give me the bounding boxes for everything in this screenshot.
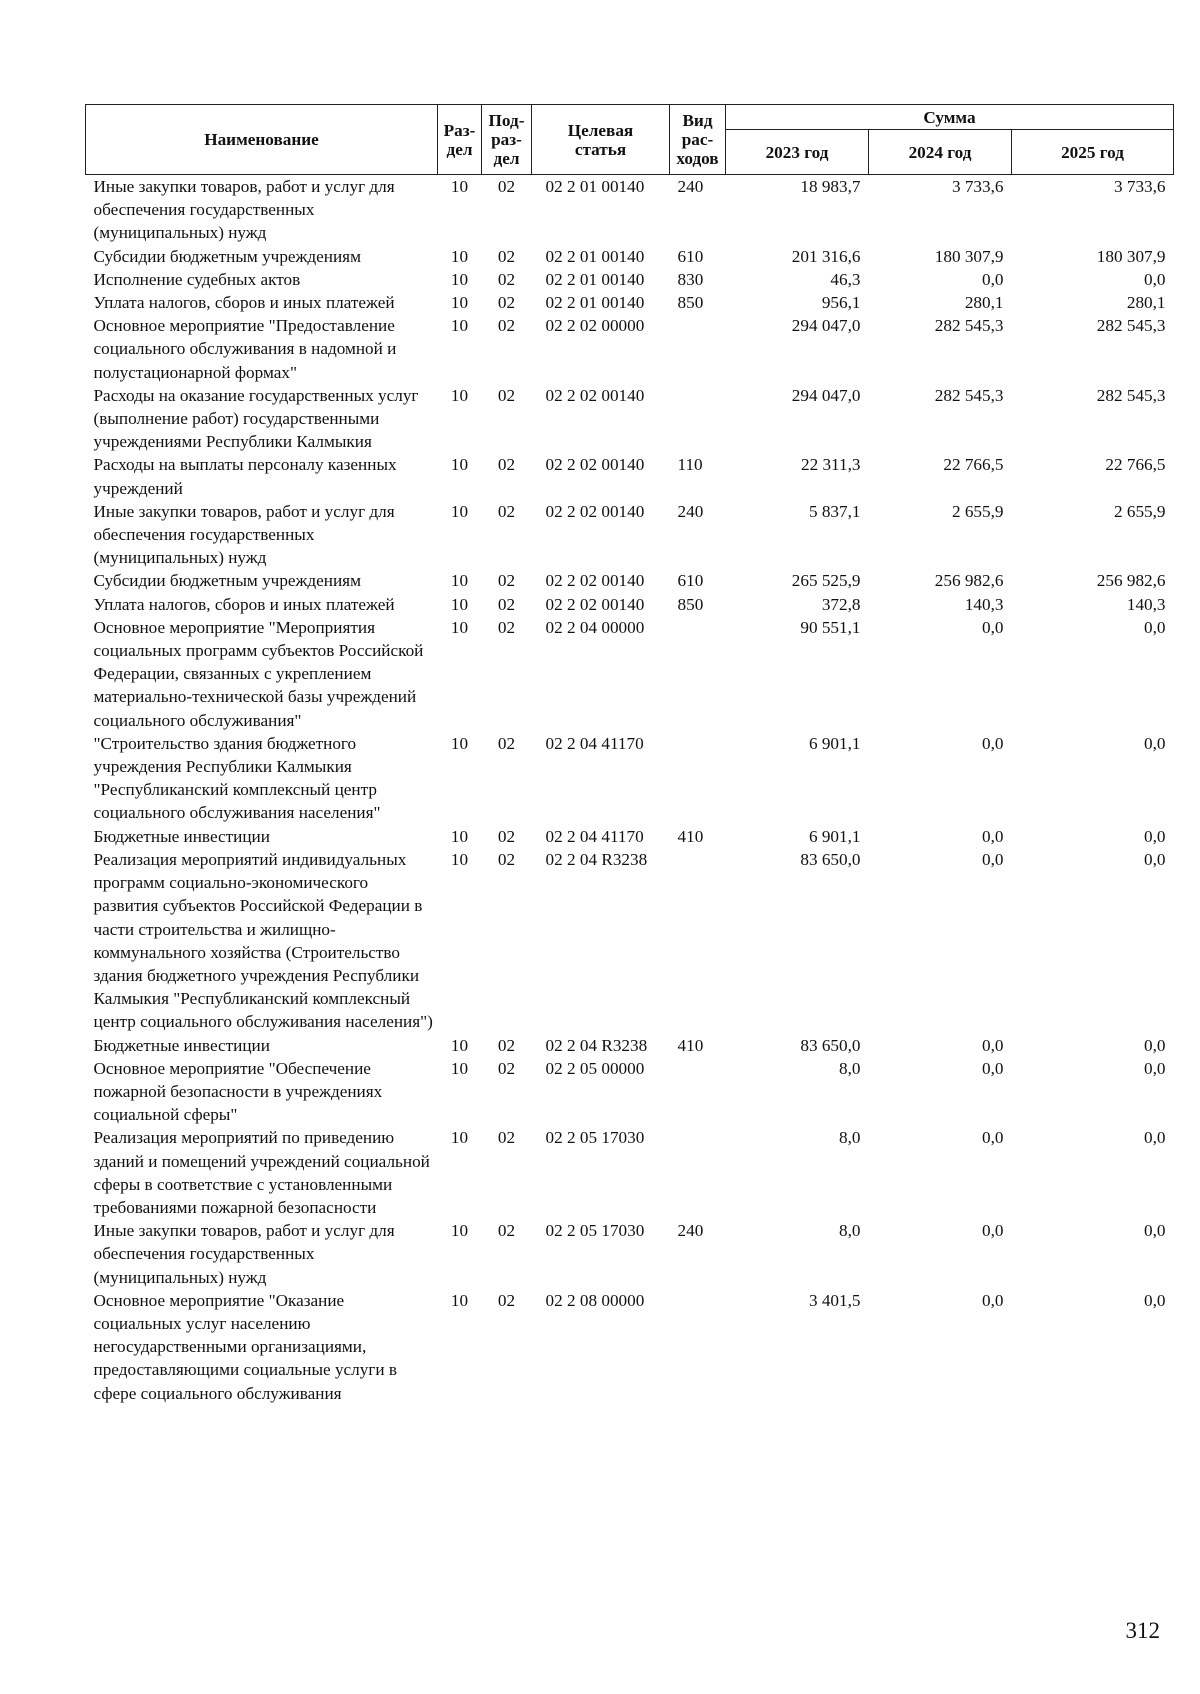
row-vid-rashodov [670,616,726,732]
row-vid-rashodov: 110 [677,455,703,475]
row-razdel: 10 [450,594,469,614]
row-sum-2023: 18 983,7 [800,177,861,196]
row-sum-2025: 0,0 [1144,1035,1166,1055]
row-podrazdel: 02 [497,1058,516,1078]
row-sum-2024: 140,3 [964,594,1004,614]
row-podrazdel: 02 [497,293,516,313]
row-podrazdel: 02 [497,826,516,846]
row-sum-2025: 2 655,9 [1113,501,1166,521]
row-sum-2023: 8,0 [839,1128,861,1148]
row-celevaya-statya: 02 2 01 00140 [545,246,645,266]
row-razdel: 10 [450,1221,469,1241]
table-row [86,569,1174,592]
row-podrazdel: 02 [497,594,516,614]
header-year-2024: 2024 год [869,130,1012,175]
table-row [86,500,1174,570]
header-vid: Вид рас- ходов [670,105,726,175]
row-sum-2024: 256 982,6 [934,571,1004,591]
table-body [86,175,1174,1405]
table-header [86,105,1174,175]
row-vid-rashodov [670,848,726,1034]
row-podrazdel: 02 [497,246,516,266]
row-razdel: 10 [450,571,469,591]
row-vid-rashodov [670,1126,726,1219]
row-name: Уплата налогов, сборов и иных платежей [93,594,395,614]
header-year-2023: 2023 год [726,130,869,175]
row-celevaya-statya: 02 2 05 00000 [545,1058,645,1078]
row-sum-2024: 0,0 [982,1128,1004,1148]
row-name: "Строительство здания бюджетного учреждения Республики Калмыкия "Республиканский комплексный центр социального обслуживания населения" [93,733,381,823]
row-podrazdel: 02 [497,849,516,869]
row-sum-2025: 282 545,3 [1096,385,1166,405]
row-sum-2024: 280,1 [964,293,1004,313]
row-sum-2025: 3 733,6 [1113,177,1166,196]
row-sum-2024: 282 545,3 [934,385,1004,405]
row-celevaya-statya: 02 2 05 17030 [545,1221,645,1241]
row-sum-2025: 256 982,6 [1096,571,1166,591]
row-name: Бюджетные инвестиции [93,1035,270,1055]
table-row [86,1126,1174,1219]
row-razdel: 10 [450,1128,469,1148]
row-podrazdel: 02 [497,733,516,753]
row-sum-2024: 3 733,6 [951,177,1004,196]
row-sum-2023: 8,0 [839,1221,861,1241]
row-name: Субсидии бюджетным учреждениям [93,246,361,266]
row-sum-2025: 0,0 [1144,1221,1166,1241]
row-vid-rashodov: 240 [677,177,704,196]
table-row [86,1219,1174,1289]
row-name: Основное мероприятие "Оказание социальных услуг населению негосударственными организациями, предоставляющими социальные услуги в сфере социального обслуживания [93,1290,397,1403]
row-sum-2025: 0,0 [1144,733,1166,753]
row-name: Исполнение судебных актов [93,269,301,289]
row-sum-2024: 0,0 [982,617,1004,637]
row-podrazdel: 02 [497,617,516,637]
table-row [86,1289,1174,1405]
row-sum-2024: 0,0 [982,1058,1004,1078]
row-name: Реализация мероприятий по приведению зданий и помещений учреждений социальной сферы в соответствие с установленными требованиями пожарной безопасности [93,1128,430,1217]
row-sum-2024: 0,0 [982,849,1004,869]
row-sum-2025: 0,0 [1144,849,1166,869]
row-razdel: 10 [450,246,469,266]
row-podrazdel: 02 [497,385,516,405]
row-name: Иные закупки товаров, работ и услуг для обеспечения государственных (муниципальных) нужд [93,177,395,243]
table-row [86,616,1174,732]
table-row [86,825,1174,848]
table-row [86,453,1174,499]
row-name: Основное мероприятие "Мероприятия социальных программ субъектов Российской Федерации, связанных с укреплением материально-технической базы учреждений социального обслуживания" [93,617,424,730]
row-name: Расходы на оказание государственных услуг (выполнение работ) государственными учреждениями Республики Калмыкия [93,385,419,452]
row-sum-2024: 0,0 [982,733,1004,753]
row-celevaya-statya: 02 2 01 00140 [545,177,645,196]
row-name: Бюджетные инвестиции [93,826,270,846]
row-razdel: 10 [450,617,469,637]
row-vid-rashodov: 610 [677,571,704,591]
row-vid-rashodov: 850 [677,594,704,614]
table-row [86,268,1174,291]
table-row [86,291,1174,314]
row-vid-rashodov: 410 [677,826,704,846]
row-sum-2024: 22 766,5 [943,455,1004,475]
row-name: Реализация мероприятий индивидуальных программ социально-экономического развития субъектов Российской Федерации в части строительства и жилищно-коммунального хозяйства (Строительство здания бюджетного учреждения Республики Калмыкия "Республиканский комплексный центр социального обслуживания населения") [93,849,433,1032]
row-sum-2024: 180 307,9 [934,246,1004,266]
table-row [86,175,1174,245]
table-row [86,245,1174,268]
row-sum-2023: 265 525,9 [791,571,861,591]
row-celevaya-statya: 02 2 04 R3238 [545,1035,648,1055]
row-podrazdel: 02 [497,269,516,289]
row-razdel: 10 [450,177,469,196]
row-razdel: 10 [450,293,469,313]
row-vid-rashodov: 830 [677,269,704,289]
row-vid-rashodov [670,732,726,825]
row-vid-rashodov: 850 [677,293,704,313]
row-name: Иные закупки товаров, работ и услуг для обеспечения государственных (муниципальных) нужд [93,1221,395,1287]
row-sum-2023: 8,0 [839,1058,861,1078]
row-podrazdel: 02 [497,1035,516,1055]
row-podrazdel: 02 [497,455,516,475]
row-name: Субсидии бюджетным учреждениям [93,571,361,591]
row-celevaya-statya: 02 2 04 00000 [545,617,645,637]
header-summa: Сумма [726,105,1174,130]
row-razdel: 10 [450,849,469,869]
row-sum-2023: 22 311,3 [800,455,861,475]
row-sum-2025: 0,0 [1144,826,1166,846]
row-vid-rashodov [670,1289,726,1405]
row-razdel: 10 [450,733,469,753]
row-razdel: 10 [450,385,469,405]
row-celevaya-statya: 02 2 02 00000 [545,316,645,336]
header-podrazdel: Под- раз- дел [482,105,532,175]
row-sum-2023: 90 551,1 [800,617,861,637]
table-row [86,732,1174,825]
row-celevaya-statya: 02 2 04 R3238 [545,849,648,869]
row-razdel: 10 [450,455,469,475]
row-sum-2025: 0,0 [1144,1290,1166,1310]
row-podrazdel: 02 [497,177,516,196]
table-row [86,384,1174,454]
row-razdel: 10 [450,1058,469,1078]
row-celevaya-statya: 02 2 02 00140 [545,594,645,614]
row-vid-rashodov [670,384,726,454]
row-name: Иные закупки товаров, работ и услуг для обеспечения государственных (муниципальных) нужд [93,501,395,568]
row-razdel: 10 [450,316,469,336]
header-name: Наименование [86,105,438,175]
row-razdel: 10 [450,501,469,521]
row-celevaya-statya: 02 2 02 00140 [545,501,645,521]
row-sum-2023: 6 901,1 [808,733,861,753]
row-celevaya-statya: 02 2 01 00140 [545,293,645,313]
row-sum-2023: 3 401,5 [808,1290,861,1310]
row-celevaya-statya: 02 2 02 00140 [545,571,645,591]
row-vid-rashodov [670,1057,726,1127]
row-sum-2023: 294 047,0 [791,385,861,405]
row-sum-2025: 0,0 [1144,269,1166,289]
row-sum-2025: 0,0 [1144,1128,1166,1148]
table-row [86,848,1174,1034]
row-celevaya-statya: 02 2 01 00140 [545,269,645,289]
row-sum-2025: 180 307,9 [1096,246,1166,266]
row-sum-2025: 22 766,5 [1105,455,1166,475]
row-sum-2024: 0,0 [982,826,1004,846]
table-row [86,593,1174,616]
row-sum-2024: 2 655,9 [951,501,1004,521]
row-sum-2023: 956,1 [821,293,861,313]
row-sum-2024: 282 545,3 [934,316,1004,336]
row-podrazdel: 02 [497,1128,516,1148]
row-sum-2025: 0,0 [1144,617,1166,637]
row-podrazdel: 02 [497,1290,516,1310]
row-podrazdel: 02 [497,501,516,521]
row-sum-2025: 0,0 [1144,1058,1166,1078]
row-celevaya-statya: 02 2 02 00140 [545,455,645,475]
row-razdel: 10 [450,826,469,846]
row-sum-2023: 372,8 [821,594,861,614]
table-row [86,1034,1174,1057]
row-name: Основное мероприятие "Предоставление социального обслуживания в надомной и полустационарной формах" [93,316,397,382]
page-number: 312 [1125,1618,1160,1643]
row-name: Уплата налогов, сборов и иных платежей [93,293,395,313]
row-vid-rashodov: 240 [677,1221,704,1241]
row-podrazdel: 02 [497,571,516,591]
row-sum-2024: 0,0 [982,1035,1004,1055]
row-sum-2023: 83 650,0 [800,1035,861,1055]
row-celevaya-statya: 02 2 05 17030 [545,1128,645,1148]
row-celevaya-statya: 02 2 04 41170 [545,826,644,846]
row-razdel: 10 [450,1290,469,1310]
row-vid-rashodov [670,314,726,384]
row-celevaya-statya: 02 2 02 00140 [545,385,645,405]
row-name: Основное мероприятие "Обеспечение пожарной безопасности в учреждениях социальной сферы" [93,1058,383,1125]
row-sum-2023: 83 650,0 [800,849,861,869]
row-vid-rashodov: 240 [677,501,704,521]
row-sum-2023: 201 316,6 [791,246,861,266]
row-sum-2023: 294 047,0 [791,316,861,336]
table-row [86,1057,1174,1127]
row-celevaya-statya: 02 2 04 41170 [545,733,644,753]
row-sum-2023: 6 901,1 [808,826,861,846]
row-celevaya-statya: 02 2 08 00000 [545,1290,645,1310]
row-sum-2025: 140,3 [1126,594,1166,614]
row-sum-2025: 282 545,3 [1096,316,1166,336]
row-name: Расходы на выплаты персоналу казенных учреждений [93,455,397,498]
budget-table [85,104,1174,1405]
header-celevaya: Целевая статья [532,105,670,175]
row-sum-2024: 0,0 [982,1221,1004,1241]
row-razdel: 10 [450,269,469,289]
table-row [86,314,1174,384]
row-sum-2025: 280,1 [1126,293,1166,313]
row-sum-2024: 0,0 [982,1290,1004,1310]
row-razdel: 10 [450,1035,469,1055]
row-sum-2024: 0,0 [982,269,1004,289]
row-vid-rashodov: 610 [677,246,704,266]
row-podrazdel: 02 [497,316,516,336]
row-vid-rashodov: 410 [677,1035,704,1055]
header-year-2025: 2025 год [1012,130,1174,175]
row-sum-2023: 5 837,1 [808,501,861,521]
header-razdel: Раз- дел [438,105,482,175]
row-sum-2023: 46,3 [830,269,861,289]
row-podrazdel: 02 [497,1221,516,1241]
